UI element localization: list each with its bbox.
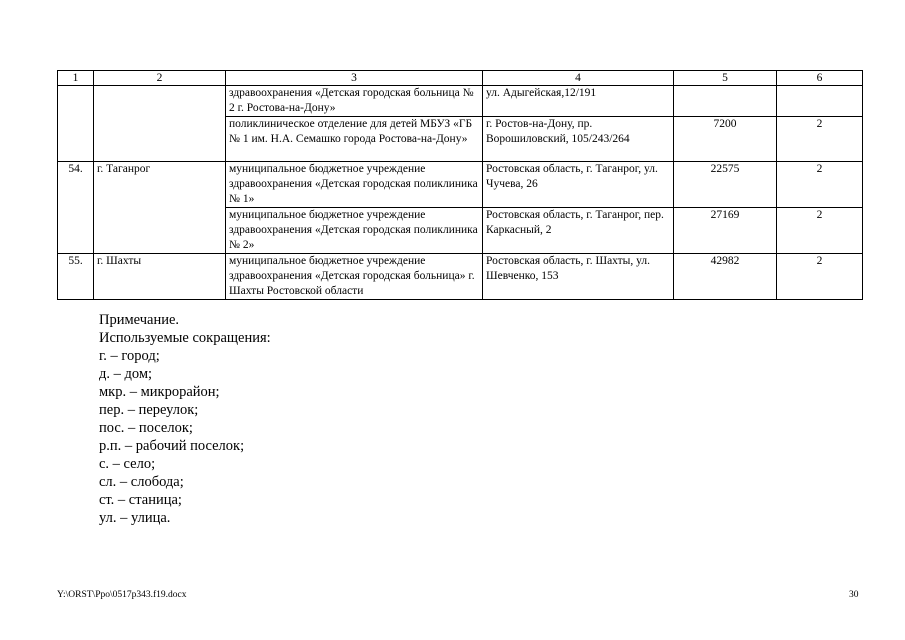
table-row [58, 254, 863, 300]
row-institution: муниципальное бюджетное учреждение здравоохранения «Детская городская поликлиника № 1» [226, 162, 483, 208]
row-count: 7200 [674, 117, 777, 162]
table-row [58, 162, 863, 208]
row-institution: муниципальное бюджетное учреждение здравоохранения «Детская городская больница» г. Шахты Ростовской области [226, 254, 483, 300]
row-count: 27169 [674, 208, 777, 254]
table-row [58, 208, 863, 254]
row-city: г. Шахты [94, 254, 226, 300]
abbreviation-item: д. – дом; [99, 366, 153, 382]
row-institution: поликлиническое отделение для детей МБУЗ «ГБ № 1 им. Н.А. Семашко города Ростова-на-Дону» [226, 117, 483, 162]
row-city [94, 86, 226, 117]
notes-title: Примечание. [99, 312, 180, 328]
header-cell: 5 [674, 71, 777, 86]
row-level: 2 [777, 254, 863, 300]
institutions-table [57, 70, 863, 300]
table-header-row [58, 71, 863, 86]
abbreviation-item: пер. – переулок; [99, 402, 199, 418]
abbreviation-item: пос. – поселок; [99, 420, 193, 436]
abbreviation-item: ул. – улица. [99, 510, 171, 526]
abbreviation-item: сл. – слобода; [99, 474, 184, 490]
notes-section [99, 311, 271, 527]
abbreviation-item: мкр. – микрорайон; [99, 384, 220, 400]
row-count [674, 86, 777, 117]
row-institution: муниципальное бюджетное учреждение здравоохранения «Детская городская поликлиника № 2» [226, 208, 483, 254]
row-address: Ростовская область, г. Таганрог, пер. Каркасный, 2 [483, 208, 674, 254]
row-address: г. Ростов-на-Дону, пр. Ворошиловский, 105/243/264 [483, 117, 674, 162]
row-address: Ростовская область, г. Таганрог, ул. Чучева, 26 [483, 162, 674, 208]
row-address: Ростовская область, г. Шахты, ул. Шевченко, 153 [483, 254, 674, 300]
abbreviation-item: с. – село; [99, 456, 156, 472]
table-row [58, 86, 863, 117]
header-cell: 3 [226, 71, 483, 86]
header-cell: 1 [58, 71, 94, 86]
notes-subtitle: Используемые сокращения: [99, 330, 271, 346]
header-cell: 4 [483, 71, 674, 86]
page-number: 30 [849, 590, 859, 600]
row-count: 22575 [674, 162, 777, 208]
abbreviation-item: г. – город; [99, 348, 160, 364]
row-level: 2 [777, 117, 863, 162]
row-city: г. Таганрог [94, 162, 226, 208]
table-row [58, 117, 863, 162]
row-level: 2 [777, 208, 863, 254]
row-institution: здравоохранения «Детская городская больница № 2 г. Ростова-на-Дону» [226, 86, 483, 117]
header-cell: 2 [94, 71, 226, 86]
row-number: 54. [58, 162, 94, 208]
row-address: ул. Адыгейская,12/191 [483, 86, 674, 117]
row-level [777, 86, 863, 117]
row-level: 2 [777, 162, 863, 208]
row-number [58, 208, 94, 254]
header-cell: 6 [777, 71, 863, 86]
row-number [58, 86, 94, 117]
footer-file-path: Y:\ORST\Ppo\0517p343.f19.docx [57, 590, 187, 600]
row-number [58, 117, 94, 162]
abbreviation-item: р.п. – рабочий поселок; [99, 438, 245, 454]
row-count: 42982 [674, 254, 777, 300]
row-city [94, 117, 226, 162]
abbreviation-item: ст. – станица; [99, 492, 182, 508]
row-city [94, 208, 226, 254]
row-number: 55. [58, 254, 94, 300]
